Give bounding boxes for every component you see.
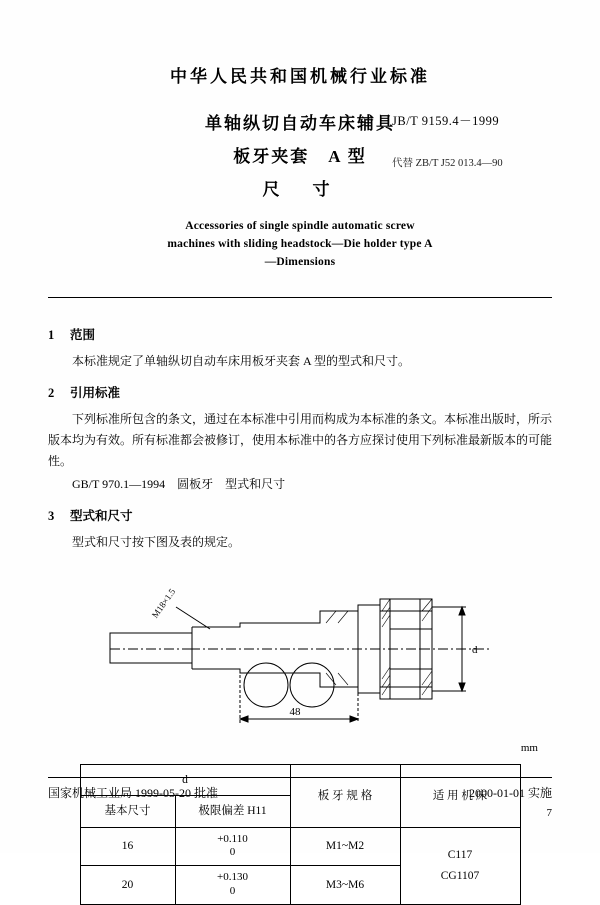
clause-1-heading <box>48 325 552 347</box>
standard-replaces: 代替 ZB/T J52 013.4—90 <box>392 158 503 169</box>
clause-1 <box>48 325 552 372</box>
cell-tolerance-2 <box>175 866 290 905</box>
cell-basic-size-2: 20 <box>80 866 175 905</box>
title-block <box>0 109 600 200</box>
title-chinese-line2: 板牙夹套 A 型 <box>233 147 367 166</box>
page-number: 7 <box>546 807 552 819</box>
cell-machine-merged <box>400 827 520 904</box>
table-header-die-spec: 板 牙 规 格 <box>290 765 400 827</box>
cell-machine-line-2: CG1107 <box>440 869 480 882</box>
title-english-line1: Accessories of single spindle automatic screw <box>185 220 415 232</box>
clause-3-paragraph-1: 型式和尺寸按下图及表的规定。 <box>72 535 241 550</box>
clause-3-heading <box>48 506 552 528</box>
clause-2-title: 引用标准 <box>70 386 121 401</box>
table-header-machine: 适 用 机 床 <box>400 765 520 827</box>
clause-2-paragraph-1: 下列标准所包含的条文，通过在本标准中引用而构成为本标准的条文。本标准出版时，所示版本均为有效。所有标准都会被修订，使用本标准中的各方应探讨使用下列标准最新版本的可能性。 <box>48 412 553 469</box>
footer-issuer: 国家机械工业局 1999-05-20 批准 <box>48 786 218 800</box>
table-header-d: d <box>80 765 290 796</box>
clause-2-number: 2 <box>48 386 55 401</box>
title-english-line2: machines with sliding headstock—Die holder type A <box>167 237 433 250</box>
document-body <box>48 298 552 904</box>
standard-number: JB/T 9159.4－1999 <box>392 114 500 128</box>
cell-tolerance-1 <box>175 827 290 866</box>
table-header-basic-size: 基本尺寸 <box>80 796 175 827</box>
clause-3-title: 型式和尺寸 <box>70 509 133 524</box>
thread-spec-label: M18×1.5 <box>149 586 178 620</box>
cell-basic-size-1: 16 <box>80 827 175 866</box>
technical-drawing <box>48 567 552 737</box>
clause-1-number: 1 <box>48 328 55 343</box>
issuing-organization: 中华人民共和国机械行业标准 <box>170 67 430 86</box>
die-holder-drawing-svg <box>90 567 510 735</box>
cell-machine-line-1: C117 <box>447 849 473 862</box>
dimension-diameter-label: d <box>472 644 478 657</box>
table-unit: mm <box>520 742 538 755</box>
title-chinese-line3: 尺 寸 <box>262 180 338 199</box>
clause-2-paragraph-2: GB/T 970.1—1994 圆板牙 型式和尺寸 <box>72 477 286 492</box>
clause-3-number: 3 <box>48 509 55 524</box>
title-chinese-line1: 单轴纵切自动车床辅具 <box>205 114 395 133</box>
table-row <box>80 827 520 866</box>
clause-3 <box>48 506 552 553</box>
cell-die-spec-2: M3~M6 <box>290 866 400 905</box>
footer-effective-date: 2000-01-01 实施 <box>469 786 552 800</box>
document-header <box>0 0 600 271</box>
cell-tolerance-2-upper: +0.130 <box>217 871 248 884</box>
clause-1-paragraph-1: 本标准规定了单轴纵切自动车床用板牙夹套 A 型的型式和尺寸。 <box>72 354 411 369</box>
clause-2 <box>48 383 552 495</box>
standard-code-block <box>392 111 552 170</box>
clause-1-title: 范围 <box>70 328 96 343</box>
cell-die-spec-1: M1~M2 <box>290 827 400 866</box>
dimension-length-label: 48 <box>289 706 301 719</box>
clause-2-heading <box>48 383 552 405</box>
cell-tolerance-1-upper: +0.110 <box>217 832 248 845</box>
table-header-tolerance: 极限偏差 H11 <box>175 796 290 827</box>
cell-tolerance-1-lower: 0 <box>229 846 236 859</box>
title-english <box>0 218 600 271</box>
document-footer <box>48 777 552 801</box>
cell-tolerance-2-lower: 0 <box>229 884 236 897</box>
title-english-line3: —Dimensions <box>264 255 336 268</box>
